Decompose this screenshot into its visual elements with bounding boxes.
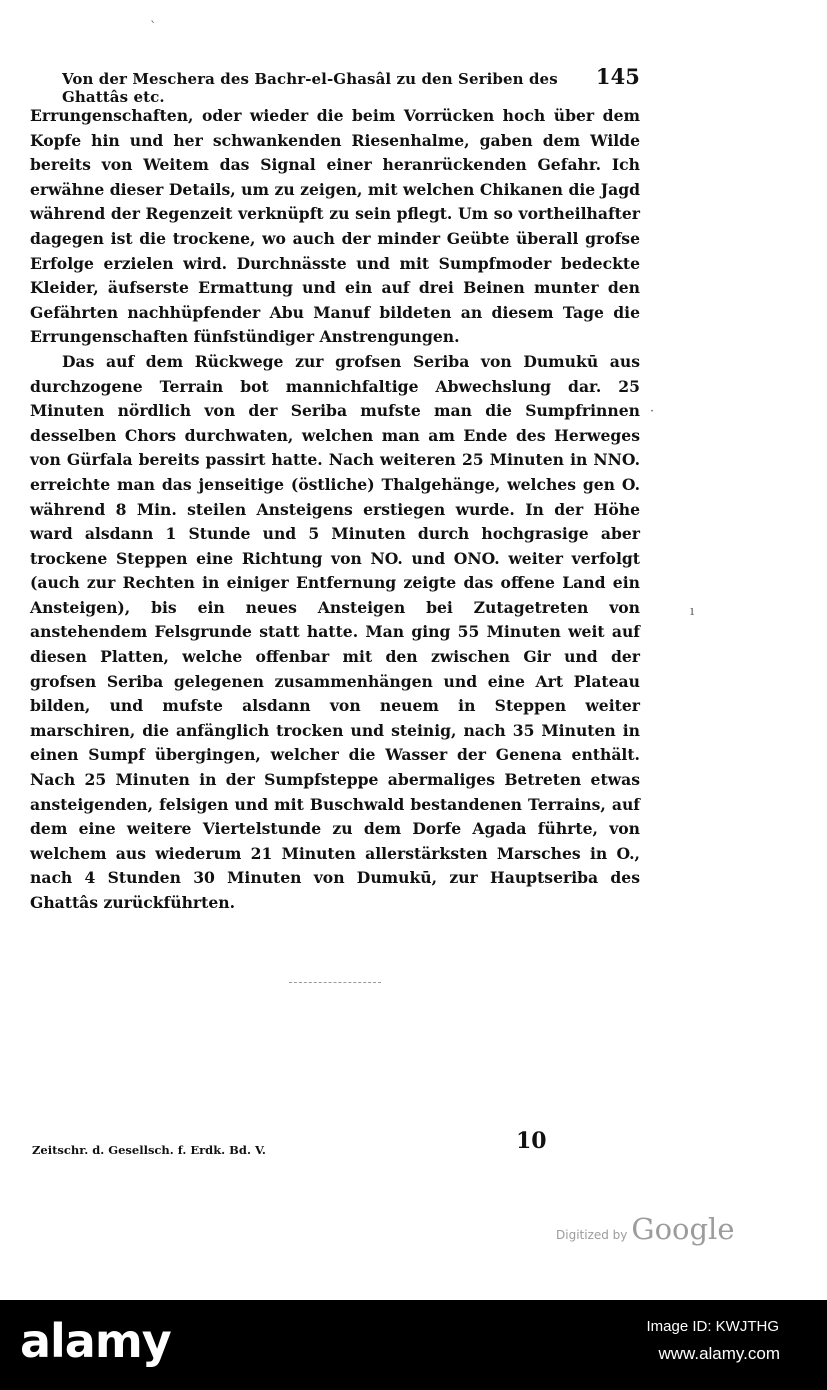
running-header bbox=[62, 64, 640, 106]
journal-reference: Zeitschr. d. Gesellsch. f. Erdk. Bd. V. bbox=[32, 1143, 266, 1157]
site-url[interactable]: www.alamy.com bbox=[658, 1344, 780, 1363]
stock-banner bbox=[0, 1300, 827, 1390]
page-number: 145 bbox=[595, 64, 640, 89]
google-logo: Google bbox=[631, 1212, 735, 1246]
running-title: Von der Meschera des Bachr-el-Ghasâl zu den Seriben des Ghattâs etc. bbox=[62, 70, 558, 106]
signature-mark: 10 bbox=[516, 1128, 547, 1154]
scan-speck: ı bbox=[690, 604, 695, 619]
digitized-watermark bbox=[556, 1212, 735, 1246]
paragraph: Errungenschaften, oder wieder die beim Vorrücken hoch über dem Kopfe hin und her schwankenden Riesenhalme, gaben dem Wilde bereits von Weitem das Signal einer heranrückenden Gefahr. Ich erwähne dieser Details, um zu zeigen, mit welchen Chikanen die Jagd während der Regenzeit verknüpft zu sein pflegt. Um so vortheilhafter dagegen ist die trockene, wo auch der minder Geübte überall grofse Erfolge erzielen wird. Durchnässte und mit Sumpfmoder bedeckte Kleider, äufserste Ermattung und ein auf drei Beinen munter den Gefährten nachhüpfender Abu Manuf bildeten an diesem Tage die Errungenschaften fünfstündiger Anstrengungen. bbox=[30, 106, 640, 347]
alamy-logo: alamy bbox=[20, 1314, 171, 1368]
scan-speck: · bbox=[650, 404, 655, 419]
watermark-prefix: Digitized by bbox=[556, 1228, 628, 1242]
image-id: Image ID: KWJTHG bbox=[646, 1318, 779, 1335]
scan-speck: ˋ bbox=[150, 20, 157, 35]
paragraph: Das auf dem Rückwege zur grofsen Seriba von Dumukū aus durchzogene Terrain bot mannichfaltige Abwechslung dar. 25 Minuten nördlich von der Seriba mufste man die Sumpfrinnen desselben Chors durchwaten, welchen man am Ende des Herweges von Gürfala bereits passirt hatte. Nach weiteren 25 Minuten in NNO. erreichte man das jenseitige (östliche) Thalgehänge, welches gen O. während 8 Min. steilen Ansteigens erstiegen wurde. In der Höhe ward alsdann 1 Stunde und 5 Minuten durch hochgrasige aber trockene Steppen eine Richtung von NO. und ONO. weiter verfolgt (auch zur Rechten in einiger Entfernung zeigte das offene Land ein Ansteigen), bis ein neues Ansteigen bei Zutagetreten von anstehendem Felsgrunde statt hatte. Man ging 55 Minuten weit auf diesen Platten, welche offenbar mit den zwischen Gir und der grofsen Seriba gelegenen zusammenhängen und eine Art Plateau bilden, und mufste alsdann von neuem in Steppen weiter marschiren, die anfänglich trocken und steinig, nach 35 Minuten in einen Sumpf übergingen, welcher die Wasser der Genena enthält. Nach 25 Minuten in der Sumpfsteppe abermaliges Betreten etwas ansteigenden, felsigen und mit Buschwald bestandenen Terrains, auf dem eine weitere Viertelstunde zu dem Dorfe Agada führte, von welchem aus wiederum 21 Minuten allerstärksten Marsches in O., nach 4 Stunden 30 Minuten von Dumukū, zur Hauptseriba des Ghattâs zurückführten. bbox=[30, 351, 640, 912]
body-text bbox=[30, 104, 640, 916]
section-divider bbox=[289, 982, 381, 983]
